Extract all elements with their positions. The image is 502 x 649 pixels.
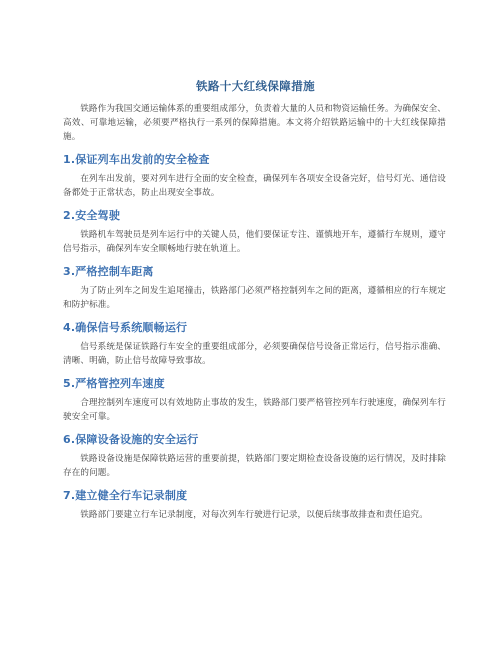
section-heading: 7.建立健全行车记录制度 <box>63 489 188 502</box>
section-paragraph: 在列车出发前，要对列车进行全面的安全检查，确保列车各项安全设备完好，信号灯光、通信设备都处于正常状态，防止出现安全事故。 <box>63 174 446 198</box>
section-6 <box>63 432 446 480</box>
section-heading: 3.严格控制车距离 <box>63 265 154 278</box>
section-7 <box>63 488 446 522</box>
section-heading: 5.严格管控列车速度 <box>63 377 165 390</box>
section-heading: 2.安全驾驶 <box>63 209 121 222</box>
section-5 <box>63 376 446 424</box>
section-paragraph: 铁路设备设施是保障铁路运营的重要前提，铁路部门要定期检查设备设施的运行情况，及时排除存在的问题。 <box>63 454 446 478</box>
section-paragraph: 信号系统是保证铁路行车安全的重要组成部分，必须要确保信号设备正常运行，信号指示准确、清晰、明确，防止信号故障导致事故。 <box>63 342 446 366</box>
section-paragraph: 为了防止列车之间发生追尾撞击，铁路部门必须严格控制列车之间的距离，遵循相应的行车规定和防护标准。 <box>63 286 446 310</box>
section-1 <box>63 152 446 200</box>
document-title: 铁路十大红线保障措施 <box>196 79 315 93</box>
section-3 <box>63 264 446 312</box>
section-paragraph: 铁路部门要建立行车记录制度，对每次列车行驶进行记录，以便后续事故排查和责任追究。 <box>80 510 428 520</box>
section-4 <box>63 320 446 368</box>
section-paragraph: 合理控制列车速度可以有效地防止事故的发生，铁路部门要严格管控列车行驶速度，确保列车行驶安全可靠。 <box>63 398 446 422</box>
section-heading: 4.确保信号系统顺畅运行 <box>63 321 188 334</box>
section-heading: 1.保证列车出发前的安全检查 <box>63 153 210 166</box>
section-heading: 6.保障设备设施的安全运行 <box>63 433 199 446</box>
section-2 <box>63 208 446 256</box>
intro-paragraph: 铁路作为我国交通运输体系的重要组成部分，负责着大量的人员和物资运输任务。为确保安全、高效、可靠地运输，必须要严格执行一系列的保障措施。本文将介绍铁路运输中的十大红线保障措施。 <box>63 104 446 142</box>
section-paragraph: 铁路机车驾驶员是列车运行中的关键人员，他们要保证专注、谨慎地开车，遵循行车规则，遵守信号指示，确保列车安全顺畅地行驶在轨道上。 <box>63 230 446 254</box>
